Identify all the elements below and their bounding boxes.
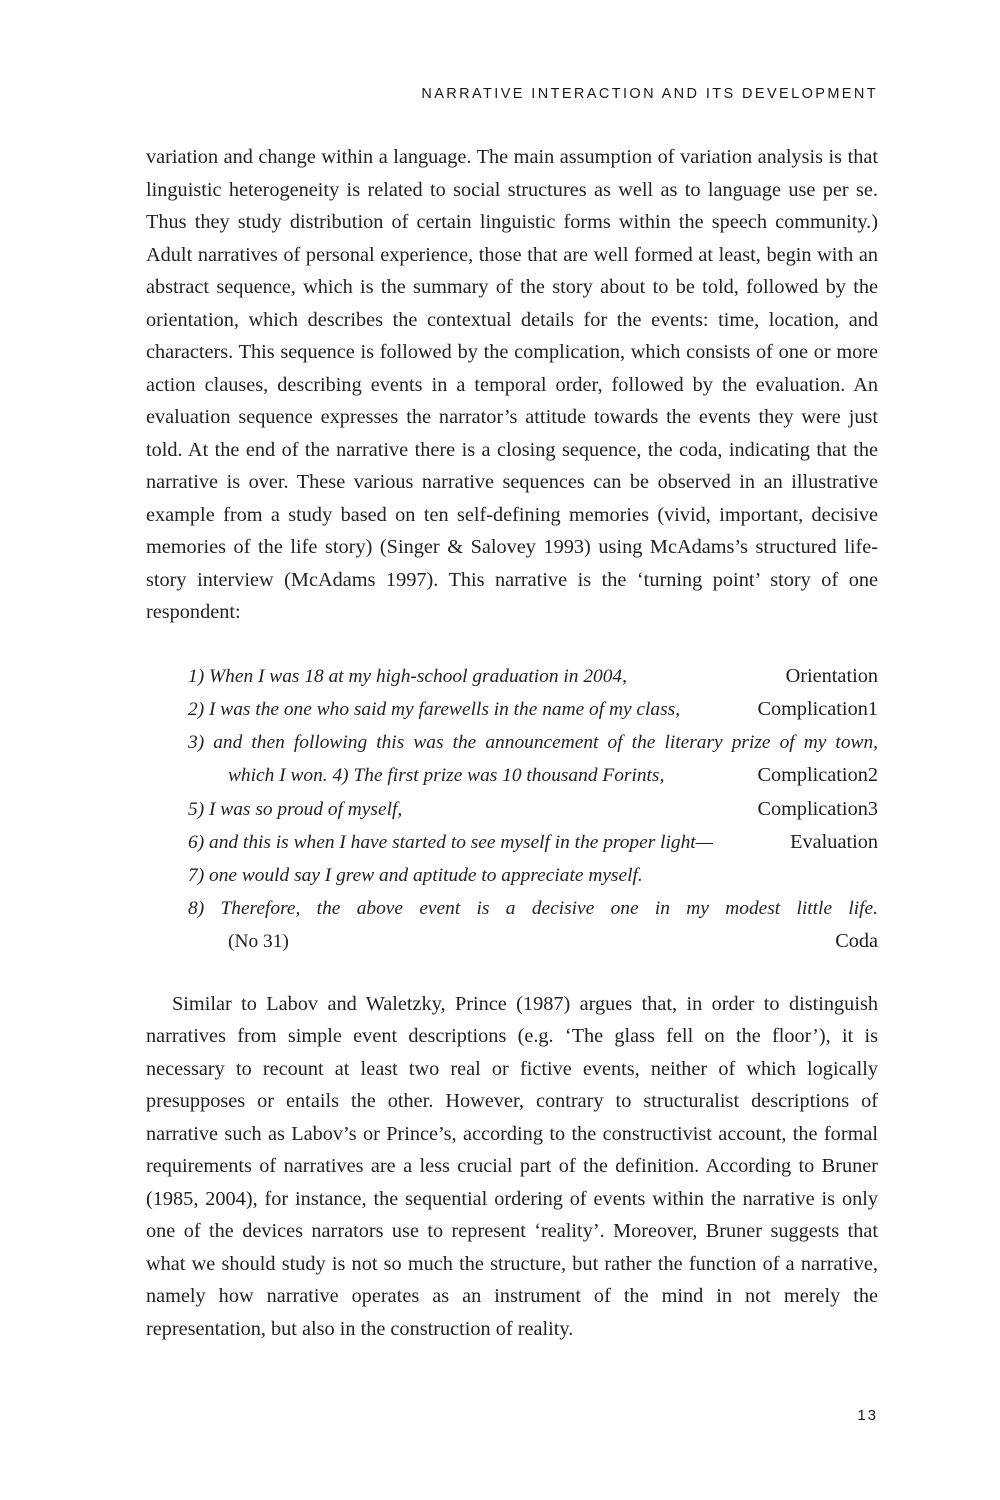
example-line xyxy=(188,793,878,827)
example-line-text: 3) and then following this was the announcement of the literary prize of my town, xyxy=(188,731,878,753)
example-line xyxy=(188,759,878,793)
sequence-label: Evaluation xyxy=(790,831,878,854)
sequence-label: Coda xyxy=(835,930,878,953)
example-line-text: 1) When I was 18 at my high-school graduation in 2004, xyxy=(188,665,627,687)
example-line-text: 2) I was the one who said my farewells in the name of my class, xyxy=(188,699,681,721)
example-source-ref: (No 31) xyxy=(228,931,289,953)
sequence-label: Complication1 xyxy=(757,698,878,721)
example-line xyxy=(188,660,878,694)
example-line-text: 7) one would say I grew and aptitude to appreciate myself. xyxy=(188,865,643,887)
example-line xyxy=(188,925,878,959)
example-line xyxy=(188,693,878,727)
paragraph-prince-bruner: Similar to Labov and Waletzky, Prince (1987) argues that, in order to distinguish narratives from simple event descriptions (e.g. ‘The glass fell on the floor’), it is necessary to recount at least two real or fictive events, neither of which logically presupposes or entails the other. However, contrary to structuralist descriptions of narrative such as Labov’s or Prince’s, according to the constructivist account, the formal requirements of narratives are a less crucial part of the definition. According to Bruner (1985, 2004), for instance, the sequential ordering of events within the narrative is only one of the devices narrators use to represent ‘reality’. Moreover, Bruner suggests that what we should study is not so much the structure, but rather the function of a narrative, namely how narrative operates as an instrument of the mind in not merely the representation, but also in the construction of reality. xyxy=(146,992,878,1340)
narrative-example-block xyxy=(146,660,878,959)
example-line xyxy=(188,826,878,860)
sequence-label: Orientation xyxy=(785,664,878,687)
example-line-text: 8) Therefore, the above event is a decisive one in my modest little life. xyxy=(188,897,878,919)
example-line-text: 6) and this is when I have started to see myself in the proper light— xyxy=(188,832,713,854)
running-head-title: NARRATIVE INTERACTION AND ITS DEVELOPMENT xyxy=(421,86,878,102)
paragraph-narrative-structure: variation and change within a language. The main assumption of variation analysis is that linguistic heterogeneity is related to social structures as well as to language use per se. Thus they study distribution of certain linguistic forms within the speech community.) Adult narratives of personal experience, those that are well formed at least, begin with an abstract sequence, which is the summary of the story about to be told, followed by the orientation, which describes the contextual details for the events: time, location, and characters. This sequence is followed by the complication, which consists of one or more action clauses, describing events in a temporal order, followed by the evaluation. An evaluation sequence expresses the narrator’s attitude towards the events they were just told. At the end of the narrative there is a closing sequence, the coda, indicating that the narrative is over. These various narrative sequences can be observed in an illustrative example from a study based on ten self-defining memories (vivid, important, decisive memories of the life story) (Singer & Salovey 1993) using McAdams’s structured life-story interview (McAdams 1997). This narrative is the ‘turning point’ story of one respondent: xyxy=(146,146,878,623)
example-line xyxy=(188,727,878,760)
example-line xyxy=(188,860,878,893)
example-line-text: which I won. 4) The first prize was 10 thousand Forints, xyxy=(228,765,665,787)
sequence-label: Complication3 xyxy=(757,797,878,820)
page-body xyxy=(146,141,878,1345)
example-line xyxy=(188,893,878,926)
page-number: 13 xyxy=(857,1407,878,1424)
example-line-text: 5) I was so proud of myself, xyxy=(188,798,403,820)
sequence-label: Complication2 xyxy=(757,764,878,787)
